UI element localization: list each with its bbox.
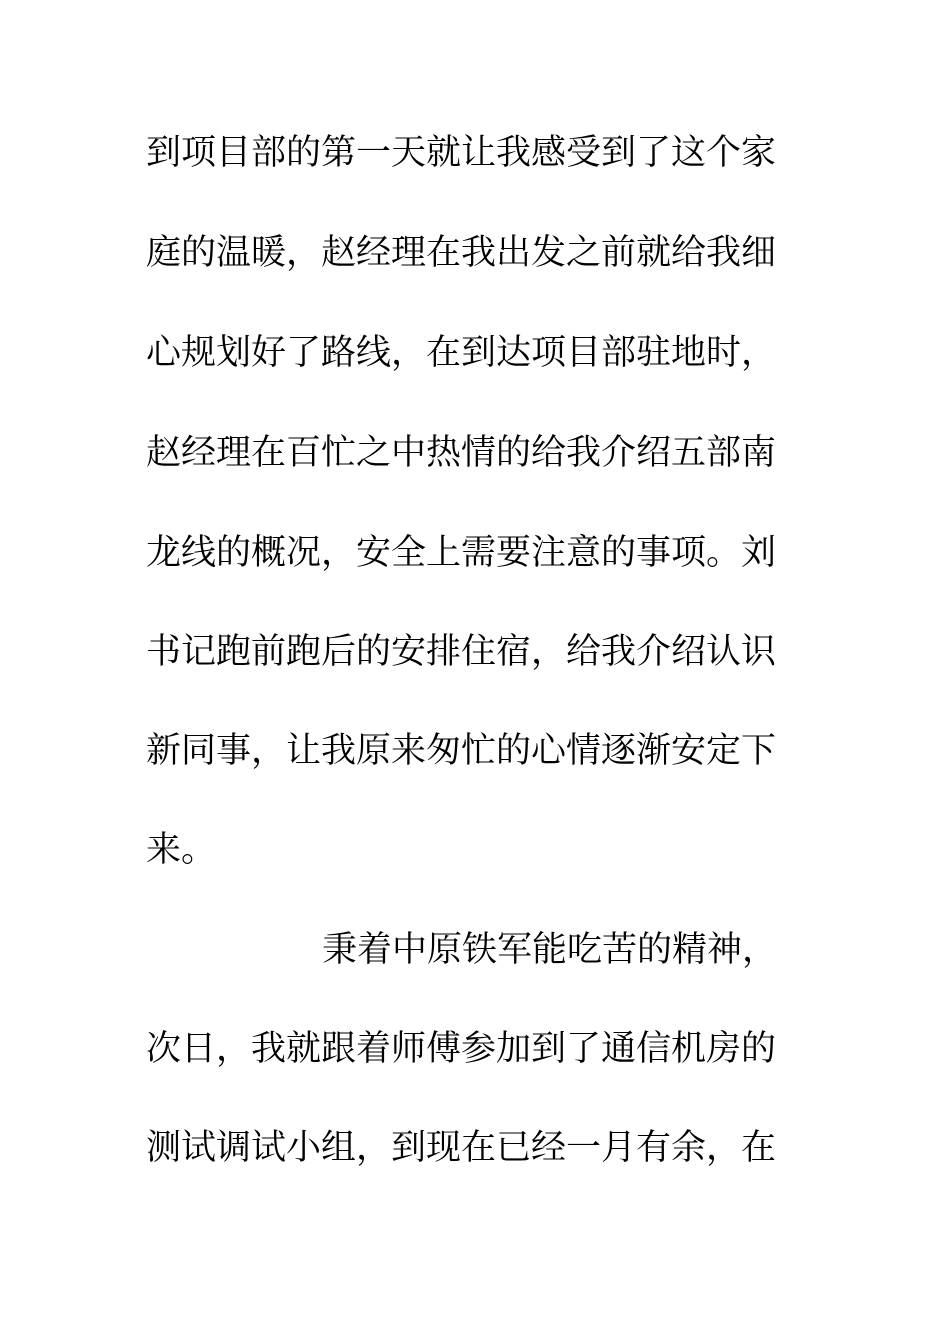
text-line: 新同事，让我原来匆忙的心情逐渐安定下 [146,731,777,771]
text-line: 心规划好了路线，在到达项目部驻地时， [146,333,777,373]
text-line: 书记跑前跑后的安排住宿，给我介绍认识 [146,632,777,672]
text-line: 测试调试小组，到现在已经一月有余，在 [146,1128,777,1168]
text-line: 次日，我就跟着师傅参加到了通信机房的 [146,1029,777,1069]
text-line: 龙线的概况，安全上需要注意的事项。刘 [146,533,777,573]
text-line-indented: 秉着中原铁军能吃苦的精神， [322,930,778,970]
text-line: 到项目部的第一天就让我感受到了这个家 [146,133,777,173]
text-line: 来。 [146,830,217,870]
text-line: 庭的温暖，赵经理在我出发之前就给我细 [146,233,777,273]
text-line: 赵经理在百忙之中热情的给我介绍五部南 [146,433,777,473]
